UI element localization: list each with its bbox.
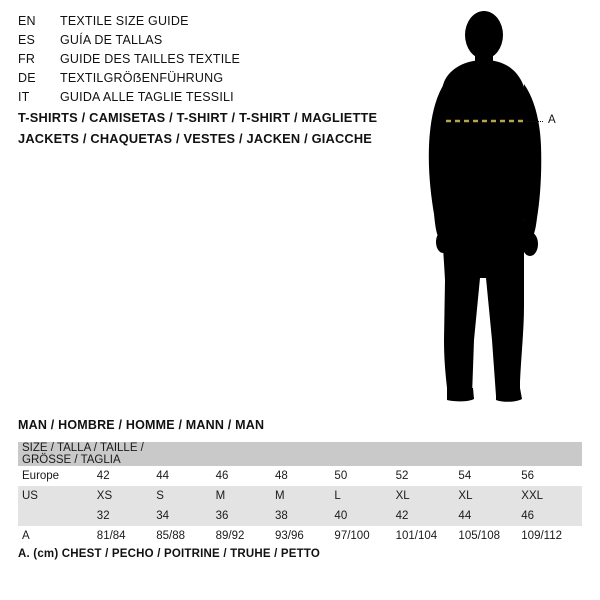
table-cell: XXL — [519, 486, 582, 506]
table-cell: 97/100 — [332, 526, 393, 546]
male-silhouette-icon — [400, 10, 600, 410]
table-cell: 52 — [394, 466, 457, 486]
language-row — [18, 71, 398, 90]
table-cell: XL — [456, 486, 519, 506]
table-cell: 93/96 — [273, 526, 332, 546]
table-cell: 42 — [394, 506, 457, 526]
language-text: TEXTILGRÖẞENFÜHRUNG — [60, 71, 224, 85]
table-cell: 56 — [519, 466, 582, 486]
table-cell: 44 — [154, 466, 213, 486]
language-row — [18, 33, 398, 52]
table-footnote: A. (cm) CHEST / PECHO / POITRINE / TRUHE / PETTO — [18, 548, 321, 560]
table-cell: 36 — [214, 506, 273, 526]
table-cell: 46 — [519, 506, 582, 526]
language-text: GUIDA ALLE TAGLIE TESSILI — [60, 90, 234, 104]
table-cell: 50 — [332, 466, 393, 486]
table-cell: 40 — [332, 506, 393, 526]
row-label-europe: Europe — [18, 466, 95, 486]
table-cell: 89/92 — [214, 526, 273, 546]
table-header-cell — [394, 442, 457, 466]
table-cell: 32 — [95, 506, 154, 526]
table-row-header — [18, 442, 582, 466]
table-cell: 101/104 — [394, 526, 457, 546]
language-code: DE — [18, 71, 36, 85]
category-headings — [18, 110, 448, 152]
language-text: GUÍA DE TALLAS — [60, 33, 163, 47]
language-row — [18, 14, 398, 33]
table-header-cell — [273, 442, 332, 466]
language-row — [18, 52, 398, 71]
language-code: FR — [18, 52, 36, 66]
language-text: GUIDE DES TAILLES TEXTILE — [60, 52, 241, 66]
language-list — [18, 14, 398, 109]
table-cell: 105/108 — [456, 526, 519, 546]
table-cell: 42 — [95, 466, 154, 486]
table-cell: XS — [95, 486, 154, 506]
table-row — [18, 486, 582, 506]
table-header-label: SIZE / TALLA / TAILLE / GRÖSSE / TAGLIA — [18, 442, 154, 466]
language-row — [18, 90, 398, 109]
table-cell: 38 — [273, 506, 332, 526]
male-figure-illustration — [400, 10, 600, 410]
table-cell: S — [154, 486, 213, 506]
table-cell: 48 — [273, 466, 332, 486]
table-cell: M — [214, 486, 273, 506]
table-header-cell — [154, 442, 213, 466]
measure-label-a: A — [548, 114, 557, 126]
table-row — [18, 466, 582, 486]
table-header-cell — [456, 442, 519, 466]
table-header-cell — [332, 442, 393, 466]
table-cell: 109/112 — [519, 526, 582, 546]
table-cell: 85/88 — [154, 526, 213, 546]
table-cell: 54 — [456, 466, 519, 486]
category-jackets: JACKETS / CHAQUETAS / VESTES / JACKEN / GIACCHE — [18, 131, 373, 146]
table-cell: 81/84 — [95, 526, 154, 546]
row-label-us: US — [18, 486, 95, 506]
table-cell: XL — [394, 486, 457, 506]
language-code: EN — [18, 14, 36, 28]
language-code: ES — [18, 33, 36, 47]
table-cell: 46 — [214, 466, 273, 486]
table-header-cell — [519, 442, 582, 466]
row-label-us-numeric — [18, 506, 95, 526]
language-code: IT — [18, 90, 30, 104]
size-table — [18, 442, 582, 546]
table-heading-man: MAN / HOMBRE / HOMME / MANN / MAN — [18, 418, 265, 432]
table-row — [18, 506, 582, 526]
measure-leader-line — [527, 121, 543, 122]
table-cell: L — [332, 486, 393, 506]
table-cell: 44 — [456, 506, 519, 526]
language-text: TEXTILE SIZE GUIDE — [60, 14, 189, 28]
table-header-cell — [214, 442, 273, 466]
table-cell: M — [273, 486, 332, 506]
category-tshirts: T-SHIRTS / CAMISETAS / T-SHIRT / T-SHIRT / MAGLIETTE — [18, 110, 378, 125]
table-row — [18, 526, 582, 546]
table-cell: 34 — [154, 506, 213, 526]
row-label-a: A — [18, 526, 95, 546]
